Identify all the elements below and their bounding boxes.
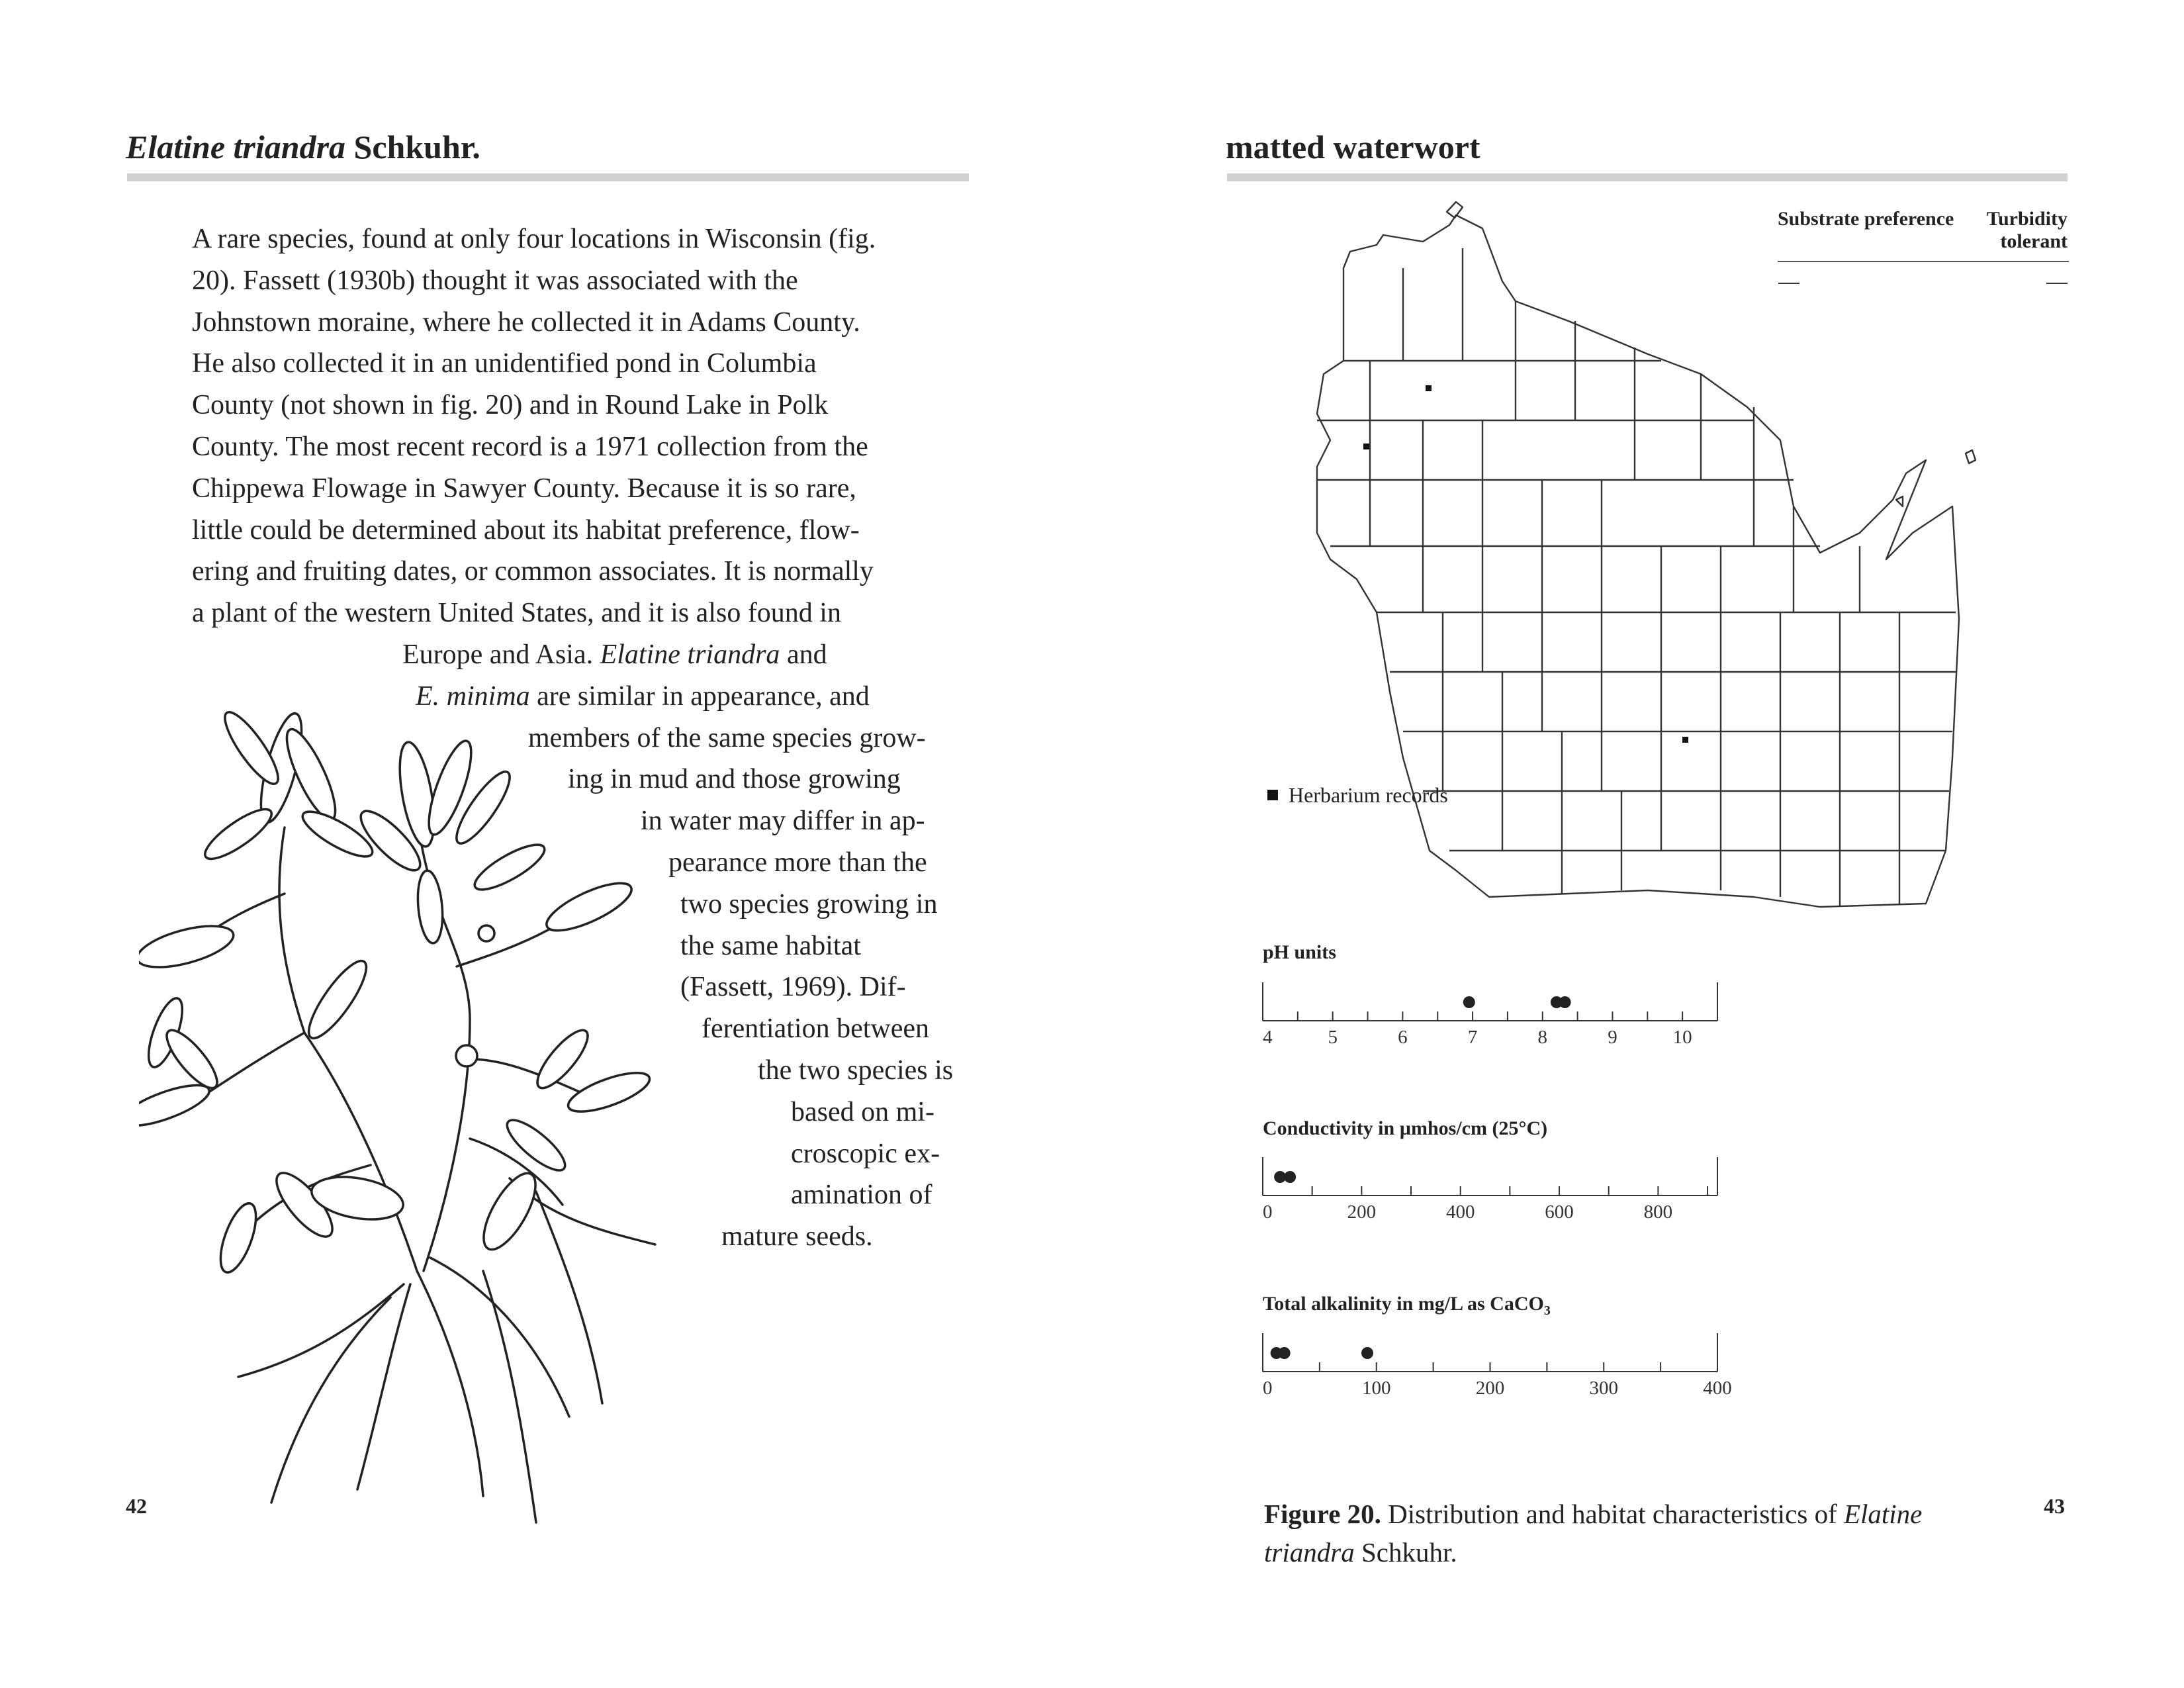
text-line-content: two species growing in [680, 888, 938, 919]
text-line-content: Johnstown moraine, where he collected it in Adams County. [192, 306, 860, 338]
text-line-content: ering and fruiting dates, or common associates. It is normally [192, 556, 874, 587]
chart-tick-label: 0 [1263, 1201, 1273, 1223]
text-line-content: in water may differ in ap- [641, 806, 925, 837]
text-line-content: County. The most recent record is a 1971 collection from the [192, 431, 868, 462]
text-line-content: A rare species, found at only four locations in Wisconsin (fig. [192, 224, 876, 254]
text-line [192, 634, 953, 676]
alkalinity-chart [1257, 1332, 1734, 1399]
text-line-content: based on mi- [791, 1096, 934, 1127]
chart-tick-label: 6 [1398, 1027, 1408, 1048]
text-line [192, 343, 953, 385]
wisconsin-county-map [1291, 189, 2005, 937]
common-name-title: matted waterwort [1226, 128, 1480, 165]
chart-tick-label: 200 [1347, 1201, 1377, 1223]
species-name: Elatine triandra [126, 128, 346, 165]
chart-tick-label: 800 [1643, 1201, 1673, 1223]
chart-data-point [1279, 1347, 1291, 1359]
text-line-content: croscopic ex- [791, 1138, 940, 1169]
turbidity-value [2046, 283, 2068, 284]
chart-tick-label: 7 [1467, 1027, 1478, 1048]
chart-tick-label: 400 [1703, 1378, 1732, 1399]
text-line [192, 510, 953, 551]
chart-tick-label: 200 [1475, 1378, 1505, 1399]
text-line-content: ing in mud and those growing [568, 764, 901, 795]
common-name-rule [1227, 173, 2068, 181]
caption-text: Distribution and habitat characteristics of [1381, 1499, 1844, 1529]
chart-data-point [1284, 1171, 1296, 1183]
ph-chart [1257, 981, 1734, 1048]
chart-data-point [1361, 1347, 1373, 1359]
text-line [192, 551, 953, 592]
text-line [192, 260, 953, 302]
species-title [126, 128, 480, 166]
text-line-content: pearance more than the [668, 847, 927, 878]
conductivity-chart [1257, 1156, 1734, 1223]
text-line-content: Europe and Asia. [402, 639, 594, 670]
species-author: Schkuhr. [353, 128, 480, 165]
text-line [192, 385, 953, 426]
legend-label: Herbarium records [1289, 783, 1448, 807]
caption-author: Schkuhr. [1354, 1537, 1457, 1568]
text-line-content: the two species is [758, 1055, 954, 1086]
alkalinity-title-subscript: 3 [1543, 1303, 1551, 1318]
page-number-left: 42 [126, 1494, 147, 1518]
caption-label: Figure 20. [1264, 1499, 1381, 1529]
text-line [192, 302, 953, 344]
text-line-after: and [780, 639, 827, 670]
text-line-italic: E. minima [416, 680, 530, 712]
text-line [192, 468, 953, 510]
turbidity-header: Turbidity tolerant [1986, 208, 2068, 252]
substrate-header: Substrate preference [1778, 208, 1954, 230]
caption-species: Elatine triandra [1264, 1499, 1923, 1568]
text-line-content: mature seeds. [721, 1221, 873, 1252]
plant-illustration [139, 688, 682, 1562]
text-line-content: members of the same species grow- [528, 722, 926, 753]
chart-data-point [1559, 996, 1571, 1008]
text-line-content: a plant of the western United States, and it is also found in [192, 598, 841, 629]
text-line-content: 20). Fassett (1930b) thought it was associated with the [192, 265, 798, 296]
figure-caption [1264, 1495, 2005, 1571]
chart-tick-label: 10 [1672, 1027, 1692, 1048]
page-number-right: 43 [2044, 1494, 2065, 1518]
text-line-after: are similar in appearance, and [529, 680, 870, 712]
text-line-content: County (not shown in fig. 20) and in Round Lake in Polk [192, 390, 829, 421]
chart-tick-label: 300 [1589, 1378, 1618, 1399]
text-line-content: amination of [791, 1180, 933, 1211]
text-line-content: the same habitat [680, 930, 861, 961]
text-line-content: (Fassett, 1969). Dif- [680, 972, 906, 1003]
chart-tick-label: 400 [1445, 1201, 1475, 1223]
ph-chart-title: pH units [1263, 941, 1336, 963]
chart-data-point [1463, 996, 1475, 1008]
chart-tick-label: 600 [1545, 1201, 1574, 1223]
chart-tick-label: 5 [1328, 1027, 1338, 1048]
text-line-content: little could be determined about its habitat preference, flow- [192, 514, 860, 545]
alkalinity-title-text: Total alkalinity in mg/L as CaCO [1263, 1293, 1544, 1315]
alkalinity-chart-title [1263, 1293, 1551, 1319]
chart-tick-label: 100 [1362, 1378, 1391, 1399]
chart-tick-label: 0 [1263, 1378, 1273, 1399]
chart-tick-label: 9 [1608, 1027, 1617, 1048]
text-line [192, 218, 953, 260]
chart-tick-label: 8 [1537, 1027, 1548, 1048]
text-line-italic: Elatine triandra [600, 639, 780, 670]
map-legend [1267, 783, 1448, 808]
herbarium-record-marker [1267, 790, 1278, 800]
text-line-content: ferentiation between [702, 1013, 929, 1045]
text-line [192, 426, 953, 468]
title-rule [127, 173, 969, 181]
conductivity-chart-title: Conductivity in µmhos/cm (25°C) [1263, 1117, 1548, 1139]
text-line-content: Chippewa Flowage in Sawyer County. Because it is so rare, [192, 473, 856, 504]
text-line-content: He also collected it in an unidentified pond in Columbia [192, 348, 817, 379]
text-line [192, 592, 953, 634]
chart-tick-label: 4 [1263, 1027, 1273, 1048]
